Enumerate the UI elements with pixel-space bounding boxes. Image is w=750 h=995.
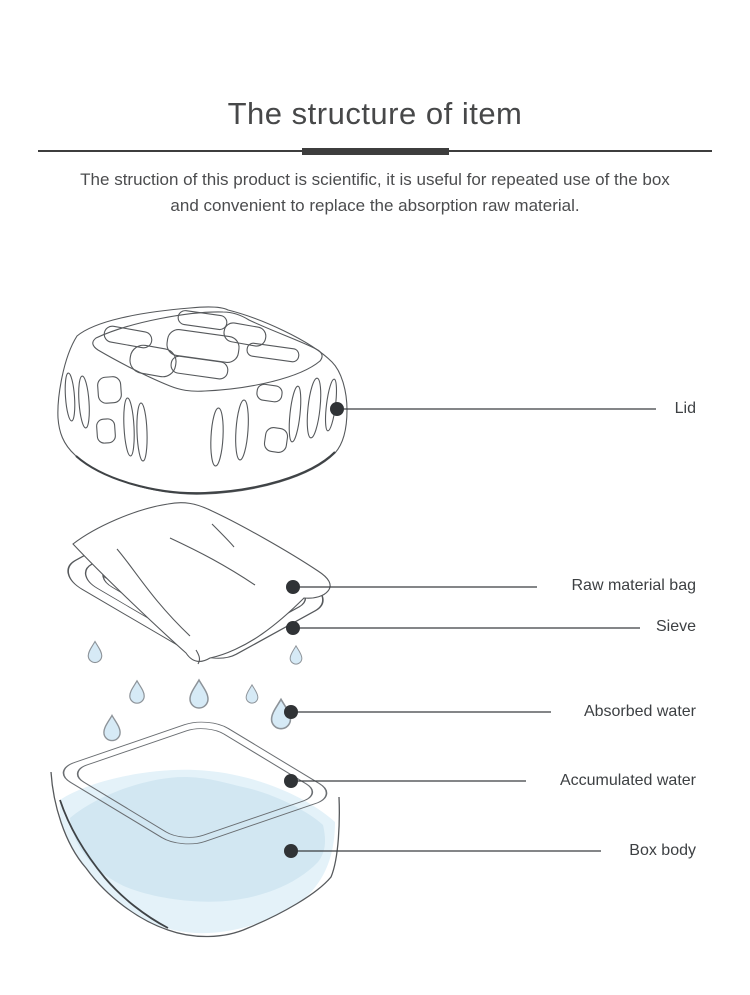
callout-label-lid: Lid <box>674 400 696 417</box>
callout-label-absorbed-water: Absorbed water <box>583 703 696 720</box>
box-body-illustration <box>51 717 339 937</box>
description-line-2: and convenient to replace the absorption raw material. <box>170 196 580 215</box>
callout-dot-absorbed-water <box>284 705 298 719</box>
callout-label-accumulated-water: Accumulated water <box>559 772 696 789</box>
description-line-1: The struction of this product is scientific, it is useful for repeated use of the box <box>80 170 670 189</box>
water-drop-icon <box>246 685 258 703</box>
water-drop-icon <box>130 681 144 703</box>
callout-label-sieve: Sieve <box>655 618 696 635</box>
callout-label-raw-material-bag: Raw material bag <box>571 577 696 594</box>
page-title: The structure of item <box>227 96 523 131</box>
water-drop-icon <box>190 680 208 708</box>
callout-dot-sieve <box>286 621 300 635</box>
water-drop-icon <box>104 715 120 740</box>
callout-dot-lid <box>330 402 344 416</box>
water-drop-icon <box>88 642 102 663</box>
callout-label-box-body: Box body <box>629 842 696 859</box>
lid-outline <box>58 307 347 494</box>
callout-dot-box-body <box>284 844 298 858</box>
lid-illustration <box>58 307 347 494</box>
callout-dot-accumulated-water <box>284 774 298 788</box>
water-drop-icon <box>290 646 302 664</box>
callout-dot-raw-material-bag <box>286 580 300 594</box>
